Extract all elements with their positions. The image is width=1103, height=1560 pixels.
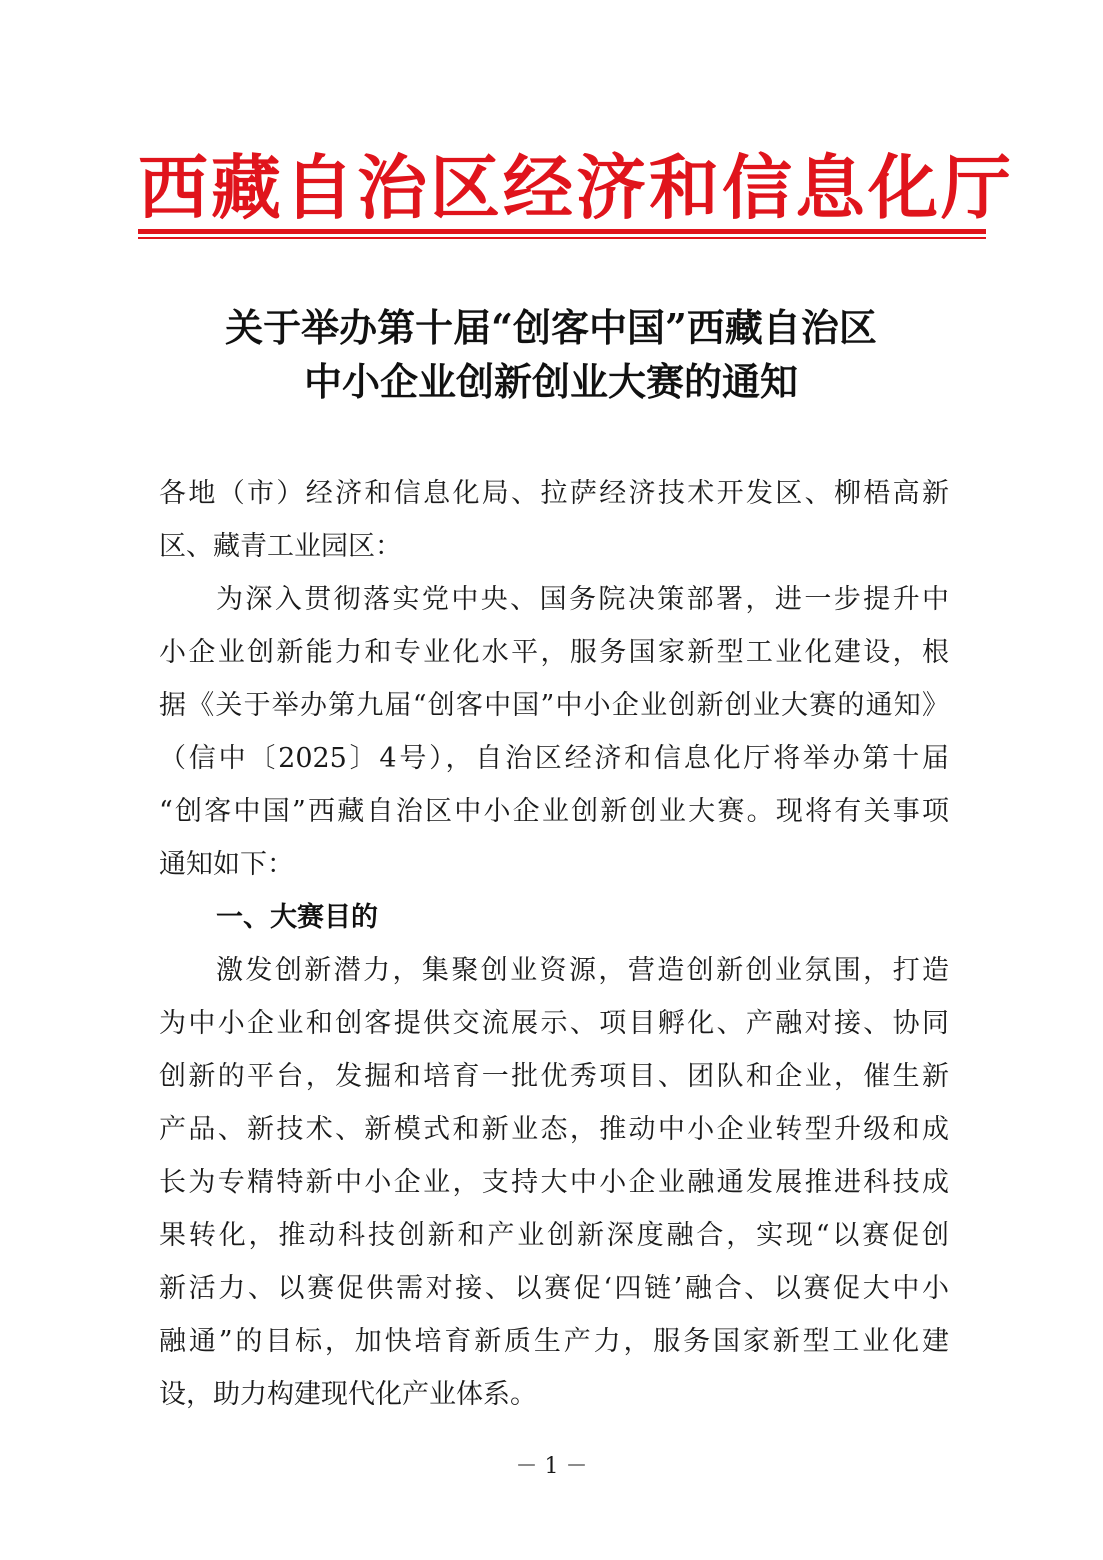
intro-paragraph-line: （信中〔2025〕4号），自治区经济和信息化厅将举办第十届	[159, 743, 949, 774]
header-divider-thin	[138, 237, 986, 239]
section-paragraph-line: 产品、新技术、新模式和新业态，推动中小企业转型升级和成	[159, 1114, 949, 1145]
section-paragraph-line: 融通”的目标，加快培育新质生产力，服务国家新型工业化建	[159, 1326, 949, 1357]
header-divider-thick	[138, 229, 986, 234]
org-header-title: 西藏自治区经济和信息化厅	[138, 146, 1014, 229]
document-title-line-2: 中小企业创新创业大赛的通知	[303, 359, 798, 404]
recipient-line: 区、藏青工业园区：	[159, 531, 402, 562]
document-title-line-1: 关于举办第十届“创客中国”西藏自治区	[225, 305, 877, 350]
section-paragraph-line: 创新的平台，发掘和培育一批优秀项目、团队和企业，催生新	[159, 1061, 949, 1092]
intro-paragraph-line: 通知如下：	[159, 849, 294, 880]
intro-paragraph-line: 据《关于举办第九届“创客中国”中小企业创新创业大赛的通知》	[159, 690, 949, 721]
section-paragraph-line: 激发创新潜力，集聚创业资源，营造创新创业氛围，打造	[216, 955, 949, 986]
section-paragraph-line: 设，助力构建现代化产业体系。	[159, 1379, 537, 1410]
section-paragraph-line: 为中小企业和创客提供交流展示、项目孵化、产融对接、协同	[159, 1008, 949, 1039]
section-paragraph-line: 新活力、以赛促供需对接、以赛促‘四链’融合、以赛促大中小	[159, 1273, 949, 1304]
section-paragraph-line: 长为专精特新中小企业，支持大中小企业融通发展推进科技成	[159, 1167, 949, 1198]
section-heading: 一、大赛目的	[216, 902, 378, 933]
recipient-line: 各地（市）经济和信息化局、拉萨经济技术开发区、柳梧高新	[159, 478, 949, 509]
intro-paragraph-line: 为深入贯彻落实党中央、国务院决策部署，进一步提升中	[216, 584, 949, 615]
intro-paragraph-line: “创客中国”西藏自治区中小企业创新创业大赛。现将有关事项	[159, 796, 949, 827]
intro-paragraph-line: 小企业创新能力和专业化水平，服务国家新型工业化建设，根	[159, 637, 949, 668]
page-number: － 1 －	[515, 1454, 588, 1479]
section-paragraph-line: 果转化，推动科技创新和产业创新深度融合，实现“以赛促创	[159, 1220, 949, 1251]
